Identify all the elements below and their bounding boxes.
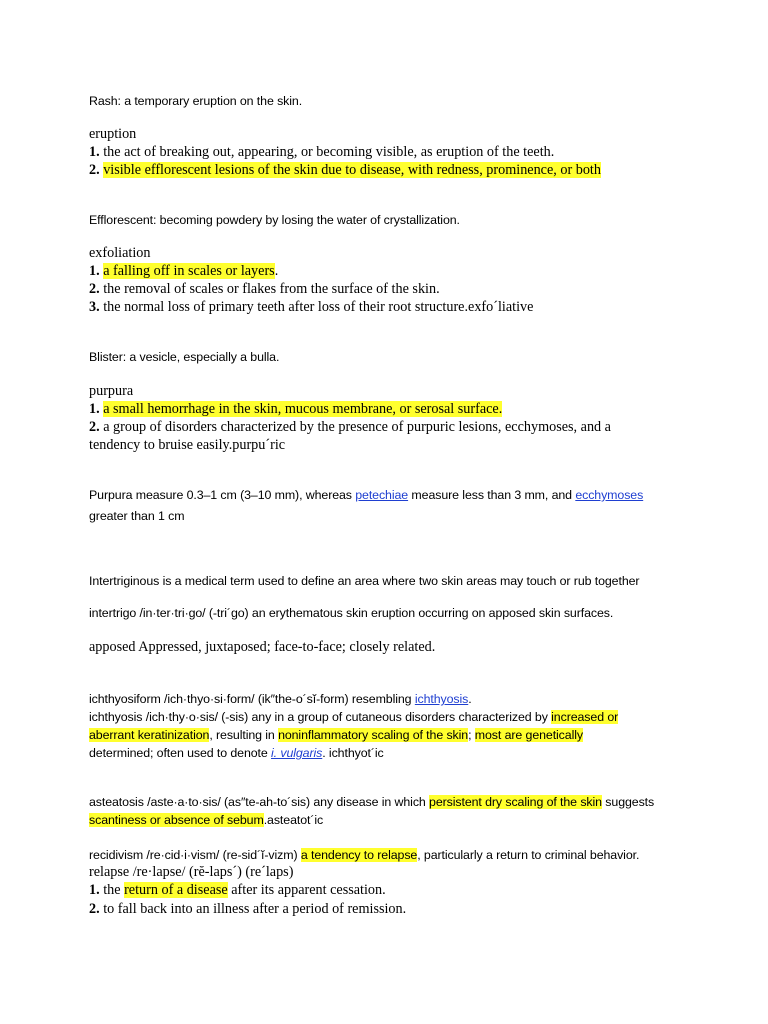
highlight: a falling off in scales or layers — [103, 263, 275, 279]
eruption-term: eruption — [89, 126, 137, 142]
ichthyosis-definition-line3: determined; often used to denote i. vulgaris. ichthyot´ic — [89, 746, 384, 760]
exfoliation-def-2: 2. the removal of scales or flakes from the surface of the skin. — [89, 281, 440, 297]
highlight: return of a disease — [124, 882, 228, 898]
apposed-definition: apposed Appressed, juxtaposed; face-to-face; closely related. — [89, 639, 436, 655]
relapse-def-2: 2. to fall back into an illness after a period of remission. — [89, 901, 407, 917]
rash-definition: Rash: a temporary eruption on the skin. — [89, 94, 303, 108]
ichthyosis-definition-line2: aberrant keratinization, resulting in noninflammatory scaling of the skin; most are genetically — [89, 728, 583, 742]
eruption-def-2: 2. visible efflorescent lesions of the skin due to disease, with redness, prominence, or both — [89, 162, 601, 178]
relapse-def-1: 1. the return of a disease after its apparent cessation. — [89, 882, 386, 898]
relapse-term: relapse /re·lapse/ (rĕ-laps´) (re´laps) — [89, 864, 294, 880]
exfoliation-term: exfoliation — [89, 245, 151, 261]
highlight: persistent dry scaling of the skin — [429, 795, 602, 809]
highlight: scantiness or absence of sebum — [89, 813, 264, 827]
ecchymoses-link[interactable]: ecchymoses — [575, 488, 644, 502]
blister-definition: Blister: a vesicle, especially a bulla. — [89, 350, 280, 364]
eruption-def-1: 1. the act of breaking out, appearing, or becoming visible, as eruption of the teeth. — [89, 144, 555, 160]
highlight: a small hemorrhage in the skin, mucous membrane, or serosal surface. — [103, 401, 503, 417]
purpura-measure-cont: greater than 1 cm — [89, 509, 185, 523]
purpura-def-1: 1. a small hemorrhage in the skin, mucous membrane, or serosal surface. — [89, 401, 503, 417]
recidivism-definition: recidivism /re·cid·i·vism/ (re-sid´ĭ-vizm) a tendency to relapse, particularly a return to criminal behavior. — [89, 848, 640, 862]
ichthyosiform-definition: ichthyosiform /ich·thyo·si·form/ (ik″the-o´sĭ-form) resembling ichthyosis. — [89, 692, 472, 706]
purpura-measure: Purpura measure 0.3–1 cm (3–10 mm), whereas petechiae measure less than 3 mm, and ecchymoses — [89, 488, 644, 502]
purpura-def-2: 2. a group of disorders characterized by the presence of purpuric lesions, ecchymoses, and a — [89, 419, 611, 435]
highlight: most are genetically — [474, 728, 583, 742]
purpura-def-2-cont: tendency to bruise easily.purpu´ric — [89, 437, 286, 453]
ichthyosis-link[interactable]: ichthyosis — [414, 692, 469, 706]
ichthyosis-definition: ichthyosis /ich·thy·o·sis/ (-sis) any in a group of cutaneous disorders characterized by increased or — [89, 710, 619, 724]
highlight: visible efflorescent lesions of the skin due to disease, with redness, prominence, or both — [103, 162, 601, 178]
highlight: noninflammatory scaling of the skin — [278, 728, 469, 742]
efflorescent-definition: Efflorescent: becoming powdery by losing the water of crystallization. — [89, 213, 460, 227]
exfoliation-def-1: 1. a falling off in scales or layers. — [89, 263, 279, 279]
exfoliation-def-3: 3. the normal loss of primary teeth after loss of their root structure.exfo´liative — [89, 299, 534, 315]
asteatosis-definition-line2: scantiness or absence of sebum.asteatot´ic — [89, 813, 324, 827]
asteatosis-definition: asteatosis /aste·a·to·sis/ (as″te-ah-to´sis) any disease in which persistent dry scaling of the skin suggests — [89, 795, 655, 809]
highlight: a tendency to relapse — [300, 848, 418, 862]
purpura-term: purpura — [89, 383, 134, 399]
highlight: aberrant keratinization — [89, 728, 210, 742]
i-vulgaris-link[interactable]: i. vulgaris — [271, 746, 323, 760]
petechiae-link[interactable]: petechiae — [355, 488, 409, 502]
intertriginous-definition: Intertriginous is a medical term used to define an area where two skin areas may touch or rub together — [89, 574, 640, 588]
highlight: increased or — [551, 710, 619, 724]
intertrigo-definition: intertrigo /in·ter·tri·go/ (-tri´go) an erythematous skin eruption occurring on apposed skin surfaces. — [89, 606, 614, 620]
